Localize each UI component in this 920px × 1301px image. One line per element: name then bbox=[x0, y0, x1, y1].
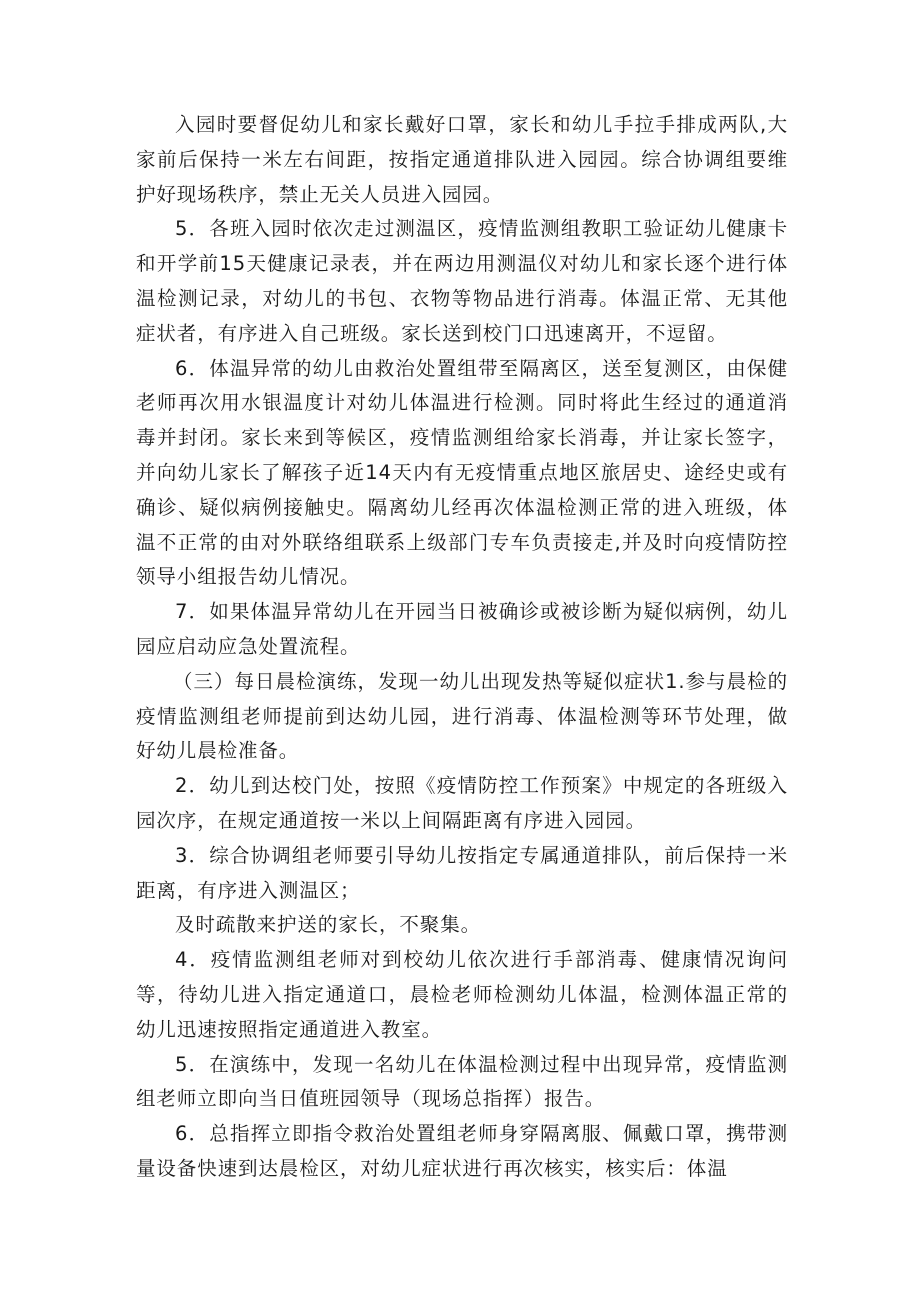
paragraph-section-3-morning-check: （三）每日晨检演练，发现一幼儿出现发热等疑似症状1.参与晨检的疫情监测组老师提前到达幼儿园，进行消毒、体温检测等环节处理，做好幼儿晨检准备。 bbox=[136, 669, 788, 763]
paragraph-entry-masks: 入园时要督促幼儿和家长戴好口罩，家长和幼儿手拉手排成两队,大家前后保持一米左右间距，按指定通道排队进入园园。综合协调组要维护好现场秩序，禁止无关人员进入园园。 bbox=[136, 113, 788, 206]
paragraph-item-6-commander-order: 6．总指挥立即指令救治处置组老师身穿隔离服、佩戴口罩，携带测量设备快速到达晨检区，对幼儿症状进行再次核实，核实后：体温 bbox=[136, 1122, 788, 1180]
paragraph-item-2-arrival-order: 2．幼儿到达校门处，按照《疫情防控工作预案》中规定的各班级入园次序，在规定通道按一米以上间隔距离有序进入园园。 bbox=[136, 774, 788, 832]
paragraph-item-3-queue-guidance: 3．综合协调组老师要引导幼儿按指定专属通道排队，前后保持一米距离，有序进入测温区； bbox=[136, 843, 788, 902]
paragraph-disperse-parents: 及时疏散来护送的家长，不聚集。 bbox=[175, 913, 482, 937]
paragraph-item-4-disinfection: 4．疫情监测组老师对到校幼儿依次进行手部消毒、健康情况询问等，待幼儿进入指定通道口，晨检老师检测幼儿体温，检测体温正常的幼儿迅速按照指定通道进入教室。 bbox=[136, 948, 788, 1041]
paragraph-item-7-emergency-process: 7．如果体温异常幼儿在开园当日被确诊或被诊断为疑似病例，幼儿园应启动应急处置流程。 bbox=[136, 600, 788, 658]
paragraph-item-5-drill-abnormal: 5．在演练中，发现一名幼儿在体温检测过程中出现异常，疫情监测组老师立即向当日值班园领导（现场总指挥）报告。 bbox=[136, 1052, 788, 1111]
paragraph-item-5-temperature-zone: 5．各班入园时依次走过测温区，疫情监测组教职工验证幼儿健康卡和开学前15天健康记录表，并在两边用测温仪对幼儿和家长逐个进行体温检测记录，对幼儿的书包、衣物等物品进行消毒。体温正常、无其他症状者，有序进入自己班级。家长送到校门口迅速离开，不逗留。 bbox=[136, 217, 788, 345]
paragraph-item-6-abnormal-temperature: 6．体温异常的幼儿由救治处置组带至隔离区，送至复测区，由保健老师再次用水银温度计对幼儿体温进行检测。同时将此生经过的通道消毒并封闭。家长来到等候区，疫情监测组给家长消毒，并让家长签字，并向幼儿家长了解孩子近14天内有无疫情重点地区旅居史、途经史或有确诊、疑似病例接触史。隔离幼儿经再次体温检测正常的进入班级，体温不正常的由对外联络组联系上级部门专车负责接走,并及时向疫情防控领导小组报告幼儿情况。 bbox=[136, 356, 788, 589]
document-body bbox=[136, 108, 788, 1187]
